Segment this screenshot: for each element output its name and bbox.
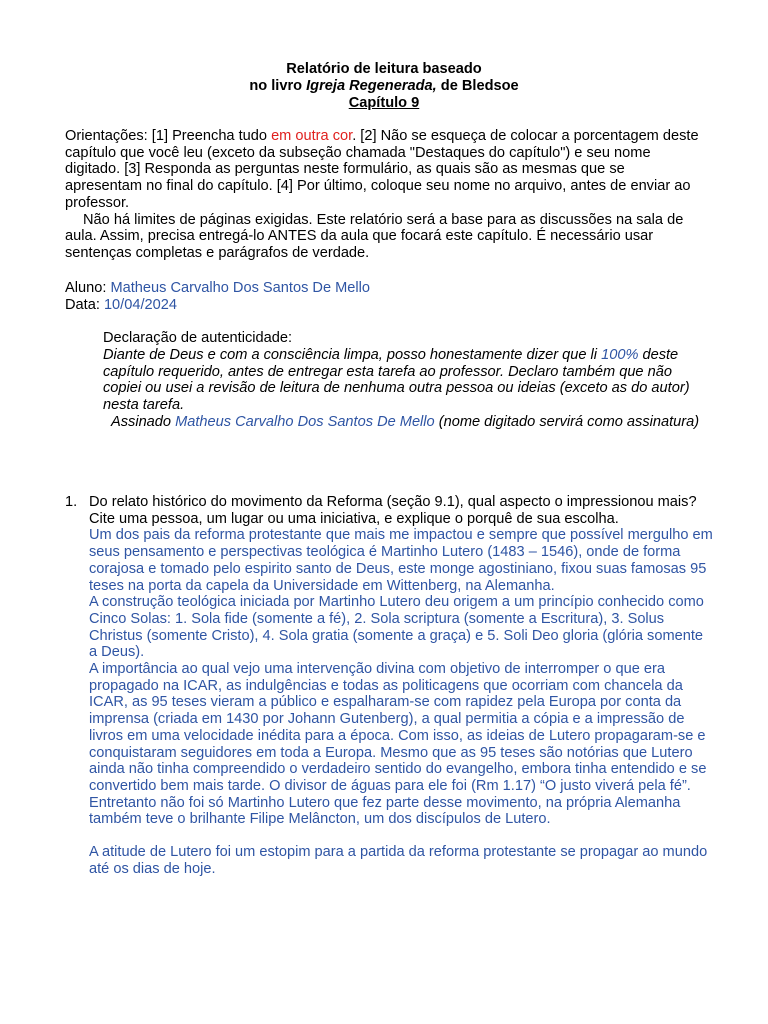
- title-line-1: Relatório de leitura baseado: [286, 61, 482, 77]
- student-name-label: Aluno:: [65, 280, 111, 296]
- title-author: de Bledsoe: [436, 78, 519, 94]
- instructions-text-b: . [2] Não se esqueça de colocar a porcentagem deste capítulo que você leu (exceto da subseção chamada "Destaques do capítulo") e seu nome digitado. [3] Responda as perguntas neste formulário, as quais são as mesmas que se apresentam no final do capítulo. [4] Por último, coloque seu nome no arquivo, antes de enviar ao professor.: [65, 128, 699, 211]
- answer-paragraph-2: A construção teológica iniciada por Martinho Lutero deu origem a um princípio conhecido como Cinco Solas: 1. Sola fide (somente a fé), 2. Sola scriptura (somente a Escritura), 3. Solus Christus (somente Cristo), 4. Sola gratia (somente a graça) e 5. Soli Deo gloria (glória somente a Deus).: [89, 594, 704, 661]
- signed-name: Matheus Carvalho Dos Santos De Mello: [175, 414, 435, 430]
- instructions-text-a: Orientações: [1] Preencha tudo: [65, 128, 272, 144]
- date-label: Data:: [65, 296, 104, 313]
- instructions-red-text: em outra cor: [271, 128, 353, 144]
- student-name-row: [65, 280, 705, 297]
- chapter-label: Capítulo 9: [348, 95, 420, 111]
- book-title: Igreja Regenerada,: [306, 78, 437, 94]
- instructions-paragraph-1: [65, 128, 705, 212]
- declaration-text-a: Diante de Deus e com a consciência limpa, posso honestamente dizer que li: [103, 347, 602, 363]
- date-value: 10/04/2024: [103, 296, 177, 313]
- answer-paragraph-5: A atitude de Lutero foi um estopim para a partida da reforma protestante se propagar ao mundo até os dias de hoje.: [89, 844, 708, 877]
- answer-paragraph-3: A importância ao qual vejo uma intervenção divina com objetivo de interromper o que era propagado na ICAR, as indulgências e todas as politicagens que ocorriam com chancela da ICAR, as 95 teses vieram a público e espalharam-se com rapidez pela Europa por conta da imprensa (criada em 1430 por Johann Gutenberg), a qual permitia a cópia e a impressão de livros em uma velocidade inédita para a época. Com isso, as ideias de Lutero propagaram-se e conquistaram seguidores em toda a Europa. Mesmo que as 95 teses são notórias que Lutero ainda não tinha compreendido o verdadeiro sentido do evangelho, embora tinha entendido e se convertido bem mais tarde. O divisor de águas para ele foi (Rm 1.17) “O justo viverá pela fé”.: [89, 661, 707, 794]
- report-title: [0, 61, 768, 112]
- date-row: [65, 297, 705, 314]
- instructions-paragraph-2: Não há limites de páginas exigidas. Este relatório será a base para as discussões na sala de aula. Assim, precisa entregá-lo ANTES da aula que focará este capítulo. É necessário usar sentenças completas e parágrafos de verdade.: [65, 211, 684, 261]
- declaration-heading: Declaração de autenticidade:: [103, 330, 293, 346]
- signed-note: (nome digitado servirá como assinatura): [434, 414, 700, 430]
- question-1: [65, 494, 715, 877]
- title-line-2: [0, 78, 768, 95]
- declaration-text-b: deste capítulo requerido, antes de entregar esta tarefa ao professor. Declaro também que não copiei ou usei a revisão de leitura de nenhuma outra pessoa ou ideias (exceto as do autor) nesta tarefa.: [103, 347, 690, 414]
- student-name: Matheus Carvalho Dos Santos De Mello: [110, 280, 371, 296]
- student-info: [65, 280, 705, 313]
- instructions: [65, 128, 705, 262]
- question-number: 1.: [65, 494, 78, 510]
- answer-paragraph-4: Entretanto não foi só Martinho Lutero que fez parte desse movimento, na própria Alemanha também teve o brilhante Filipe Melâncton, um dos discípulos de Lutero.: [89, 794, 681, 828]
- signed-label: Assinado: [111, 414, 176, 430]
- title-prefix: no livro: [249, 78, 307, 94]
- question-text: Do relato histórico do movimento da Reforma (seção 9.1), qual aspecto o impressionou mais? Cite uma pessoa, um lugar ou uma iniciativa, e explique o porquê de sua escolha.: [89, 494, 697, 527]
- chapter-heading: [0, 95, 768, 112]
- signature-line: [65, 414, 705, 431]
- declaration-text: [103, 347, 703, 414]
- declaration-percent: 100%: [601, 347, 639, 363]
- question-1-body: [89, 494, 715, 877]
- answer-paragraph-1: Um dos pais da reforma protestante que mais me impactou e sempre que possível mergulho em seus pensamento e perspectivas teológica é Martinho Lutero (1483 – 1546), onde de forma corajosa e tomado pelo espirito santo de Deus, este monge agostiniano, fixou suas famosas 95 teses na porta da capela da Universidade em Wittenberg, na Alemanha.: [89, 527, 713, 594]
